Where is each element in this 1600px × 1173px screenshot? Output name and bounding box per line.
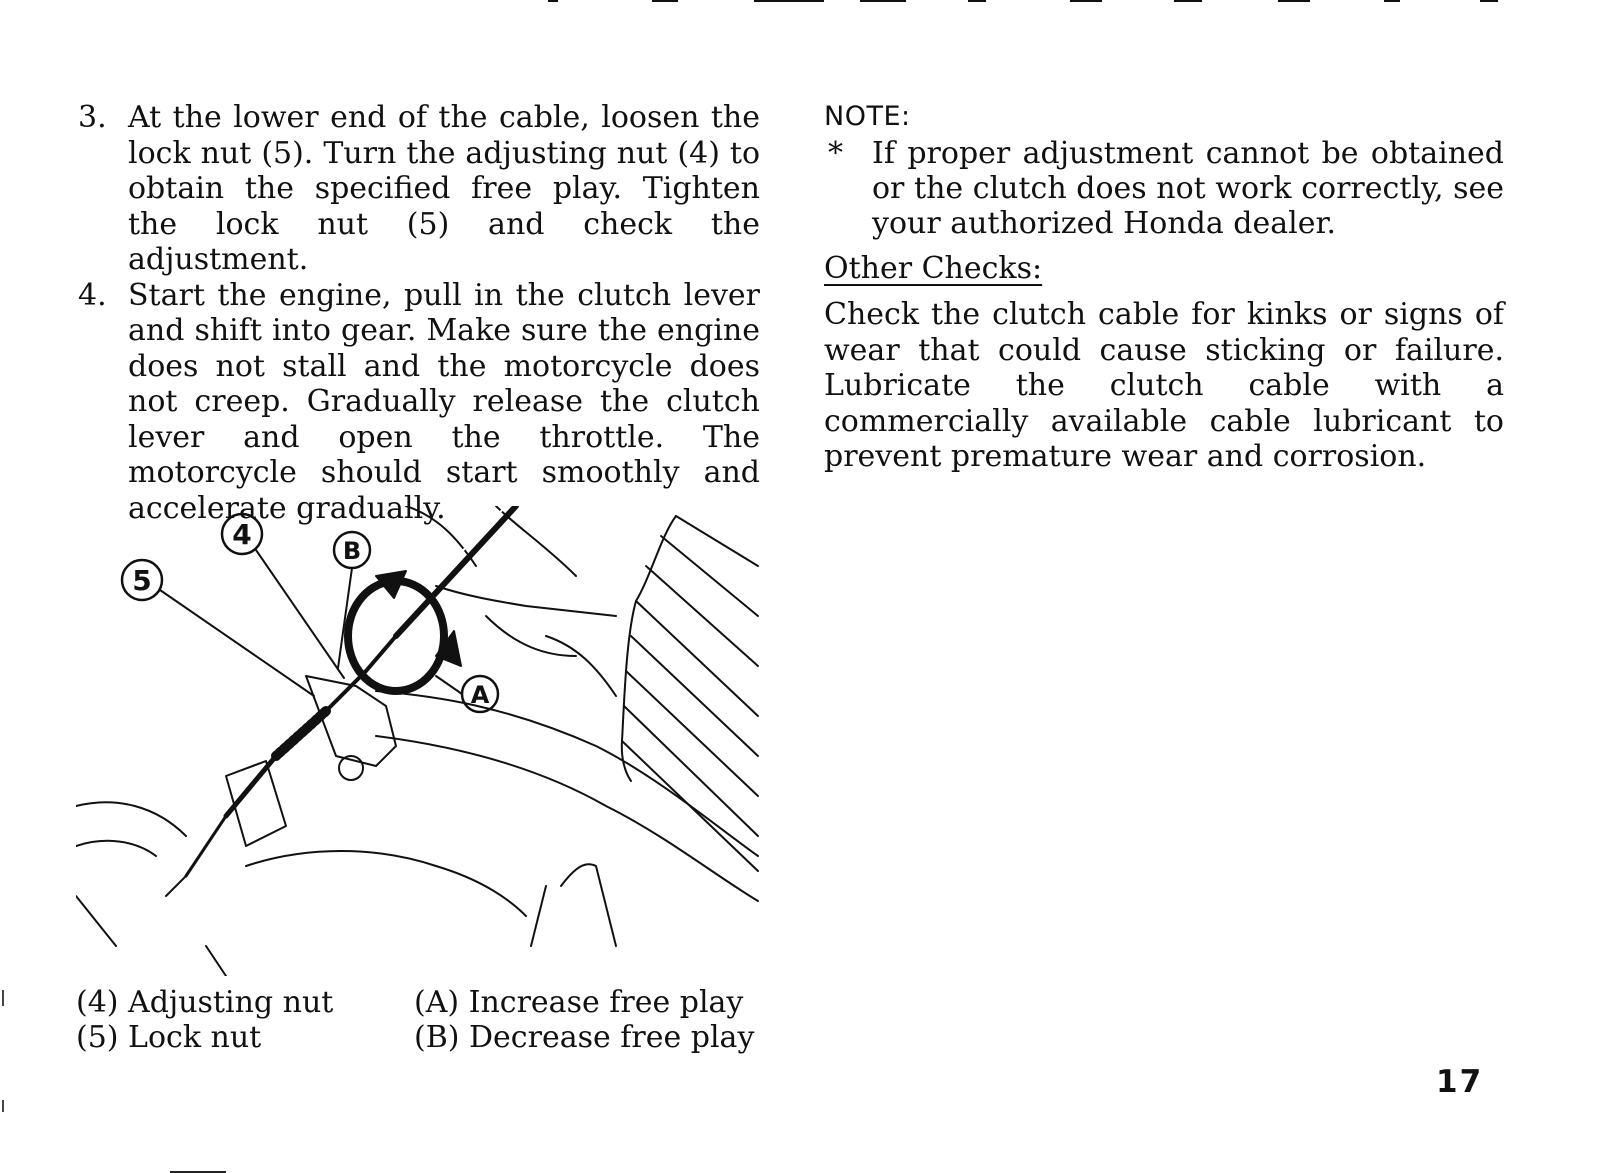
- page-number: 17: [1436, 1064, 1484, 1100]
- step-text: At the lower end of the cable, loosen the lock nut (5). Turn the adjusting nut (4) to obtain the specified free play. Tighten the lock nut (5) and check the adjustment.: [128, 100, 760, 277]
- edge-mark: [1174, 0, 1202, 2]
- step-4: [78, 278, 760, 527]
- step-3: [78, 100, 760, 278]
- note-bullet: *: [828, 136, 843, 171]
- note-label: NOTE:: [824, 101, 911, 132]
- note-item: [824, 136, 1504, 241]
- other-checks-text: Check the clutch cable for kinks or signs of wear that could cause sticking or failure. Lubricate the clutch cable with a commercially available cable lubricant to prevent premature wear and corrosion.: [824, 297, 1504, 474]
- legend-right: [414, 985, 754, 1055]
- callout-5: 5: [132, 564, 152, 597]
- notes-column: [824, 100, 1504, 475]
- scan-edge-tick: [2, 990, 4, 1006]
- legend-adjusting-nut: (4) Adjusting nut: [76, 985, 334, 1020]
- edge-mark: [1384, 0, 1400, 2]
- callout-a: A: [470, 681, 490, 709]
- legend-lock-nut: (5) Lock nut: [76, 1020, 262, 1055]
- edge-mark: [548, 0, 558, 2]
- callout-b: B: [342, 537, 362, 565]
- top-edge-marks: [0, 0, 1600, 8]
- edge-mark: [754, 0, 824, 2]
- legend-left: [76, 985, 333, 1055]
- step-number: 4.: [78, 277, 107, 313]
- legend-increase-free-play: (A) Increase free play: [414, 985, 744, 1020]
- edge-mark: [652, 0, 678, 2]
- edge-mark: [1278, 0, 1310, 2]
- scan-edge-tick: [2, 1100, 4, 1112]
- step-text: Start the engine, pull in the clutch lever and shift into gear. Make sure the engine does not stall and the motorcycle does not creep. Gradually release the clutch lever and open the throttle. The motorcycle should start smoothly and accelerate gradually.: [128, 277, 760, 526]
- note-text: If proper adjustment cannot be obtained or the clutch does not work correctly, see your authorized Honda dealer.: [872, 136, 1504, 241]
- callout-4: 4: [232, 518, 252, 551]
- other-checks-heading: Other Checks:: [824, 251, 1043, 286]
- legend-decrease-free-play: (B) Decrease free play: [414, 1020, 755, 1055]
- step-number: 3.: [78, 100, 107, 135]
- illustration-svg: [76, 506, 762, 976]
- edge-mark: [968, 0, 986, 2]
- clutch-adjustment-illustration: [76, 506, 762, 976]
- edge-mark: [1480, 0, 1498, 2]
- edge-mark: [860, 0, 906, 2]
- steps-column: [78, 100, 760, 526]
- edge-mark: [1070, 0, 1102, 2]
